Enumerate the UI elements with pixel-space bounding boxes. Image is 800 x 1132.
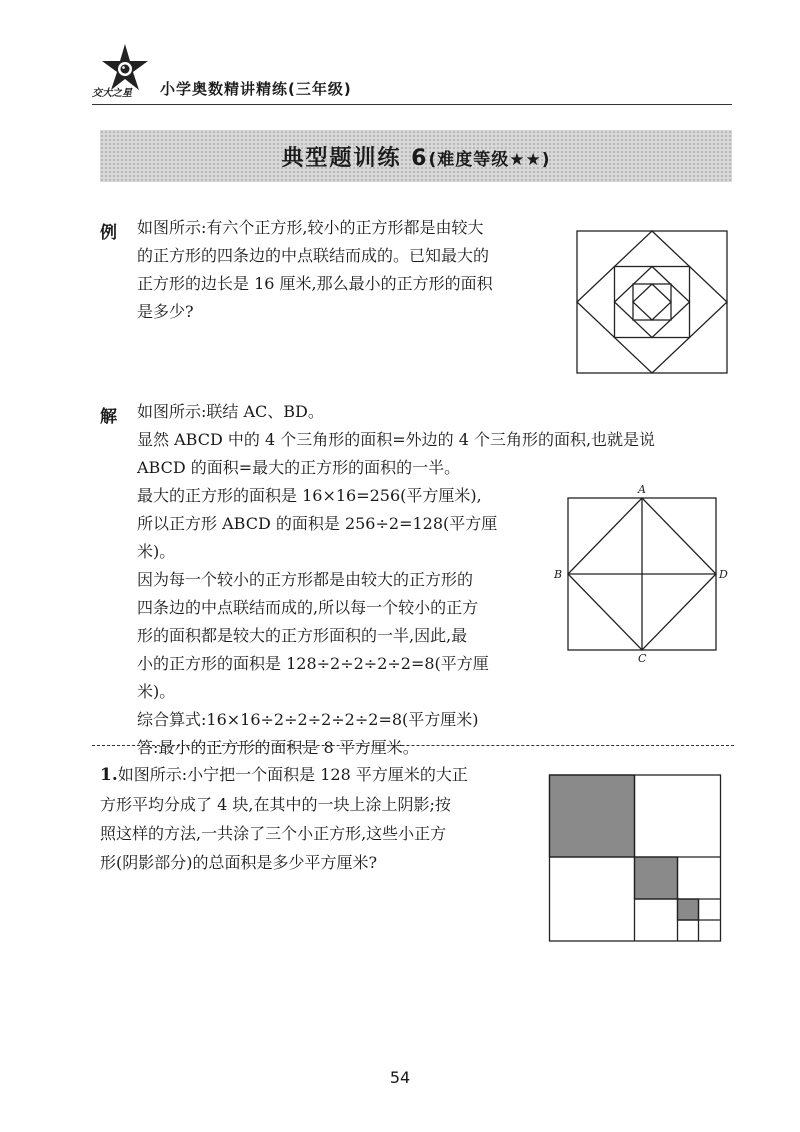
question-line: 方形平均分成了 4 块,在其中的一块上涂上阴影;按 — [100, 795, 451, 814]
label-c: C — [638, 652, 647, 664]
example-line: 正方形的边长是 16 厘米,那么最小的正方形的面积 — [137, 274, 493, 293]
question-text: 如图所示:小宁把一个面积是 128 平方厘米的大正 — [117, 765, 468, 784]
solution-answer: 答:最小的正方形的面积是 8 平方厘米。 — [137, 738, 419, 757]
solution-body — [137, 482, 547, 762]
question-line: 形(阴影部分)的总面积是多少平方厘米? — [100, 853, 378, 872]
example-line: 的正方形的四条边的中点联结而成的。已知最大的 — [137, 246, 490, 265]
solution-tag: 解 — [100, 407, 117, 427]
solution-line: 米)。 — [137, 542, 176, 561]
solution-formula: 综合算式:16×16÷2÷2÷2÷2÷2=8(平方厘米) — [137, 710, 479, 729]
brand-text: 交大之星 — [92, 88, 132, 99]
question-line-1 — [100, 760, 540, 790]
solution-line: 所以正方形 ABCD 的面积是 256÷2=128(平方厘 — [137, 514, 498, 533]
section-banner — [100, 130, 732, 182]
label-b: B — [554, 568, 563, 581]
nested-squares-figure — [576, 230, 728, 374]
question-number: 1. — [100, 765, 118, 785]
section-divider — [92, 745, 734, 746]
question-line: 照这样的方法,一共涂了三个小正方形,这些小正方 — [100, 824, 447, 843]
difficulty-label: (难度等级★★) — [428, 149, 551, 170]
abcd-square-figure — [548, 480, 728, 664]
series-title: 小学奥数精讲精练(三年级) — [160, 80, 352, 98]
solution-line: 四条边的中点联结而成的,所以每一个较小的正方 — [137, 598, 479, 617]
example-text — [137, 214, 557, 326]
shaded-squares-figure — [548, 774, 724, 944]
solution-text — [137, 398, 737, 482]
page-number: 54 — [389, 1068, 411, 1087]
label-a: A — [638, 483, 646, 496]
question-1 — [100, 760, 540, 877]
banner-title — [282, 141, 551, 172]
example-line: 如图所示:有六个正方形,较小的正方形都是由较大 — [137, 218, 484, 237]
banner-title-text: 典型题训练 6 — [281, 145, 429, 171]
header-divider — [92, 104, 732, 105]
label-d: D — [719, 568, 728, 581]
example-line: 是多少? — [137, 302, 194, 321]
solution-line: ABCD 的面积=最大的正方形的面积的一半。 — [137, 458, 461, 477]
solution-line: 小的正方形的面积是 128÷2÷2÷2÷2=8(平方厘 — [137, 654, 489, 673]
solution-line: 形的面积都是较大的正方形面积的一半,因此,最 — [137, 626, 468, 645]
solution-line: 最大的正方形的面积是 16×16=256(平方厘米), — [137, 486, 482, 505]
solution-line: 显然 ABCD 中的 4 个三角形的面积=外边的 4 个三角形的面积,也就是说 — [137, 430, 656, 449]
solution-intro: 如图所示:联结 AC、BD。 — [137, 402, 324, 421]
example-tag: 例 — [100, 223, 117, 243]
solution-line: 米)。 — [137, 682, 176, 701]
solution-line: 因为每一个较小的正方形都是由较大的正方形的 — [137, 570, 474, 589]
